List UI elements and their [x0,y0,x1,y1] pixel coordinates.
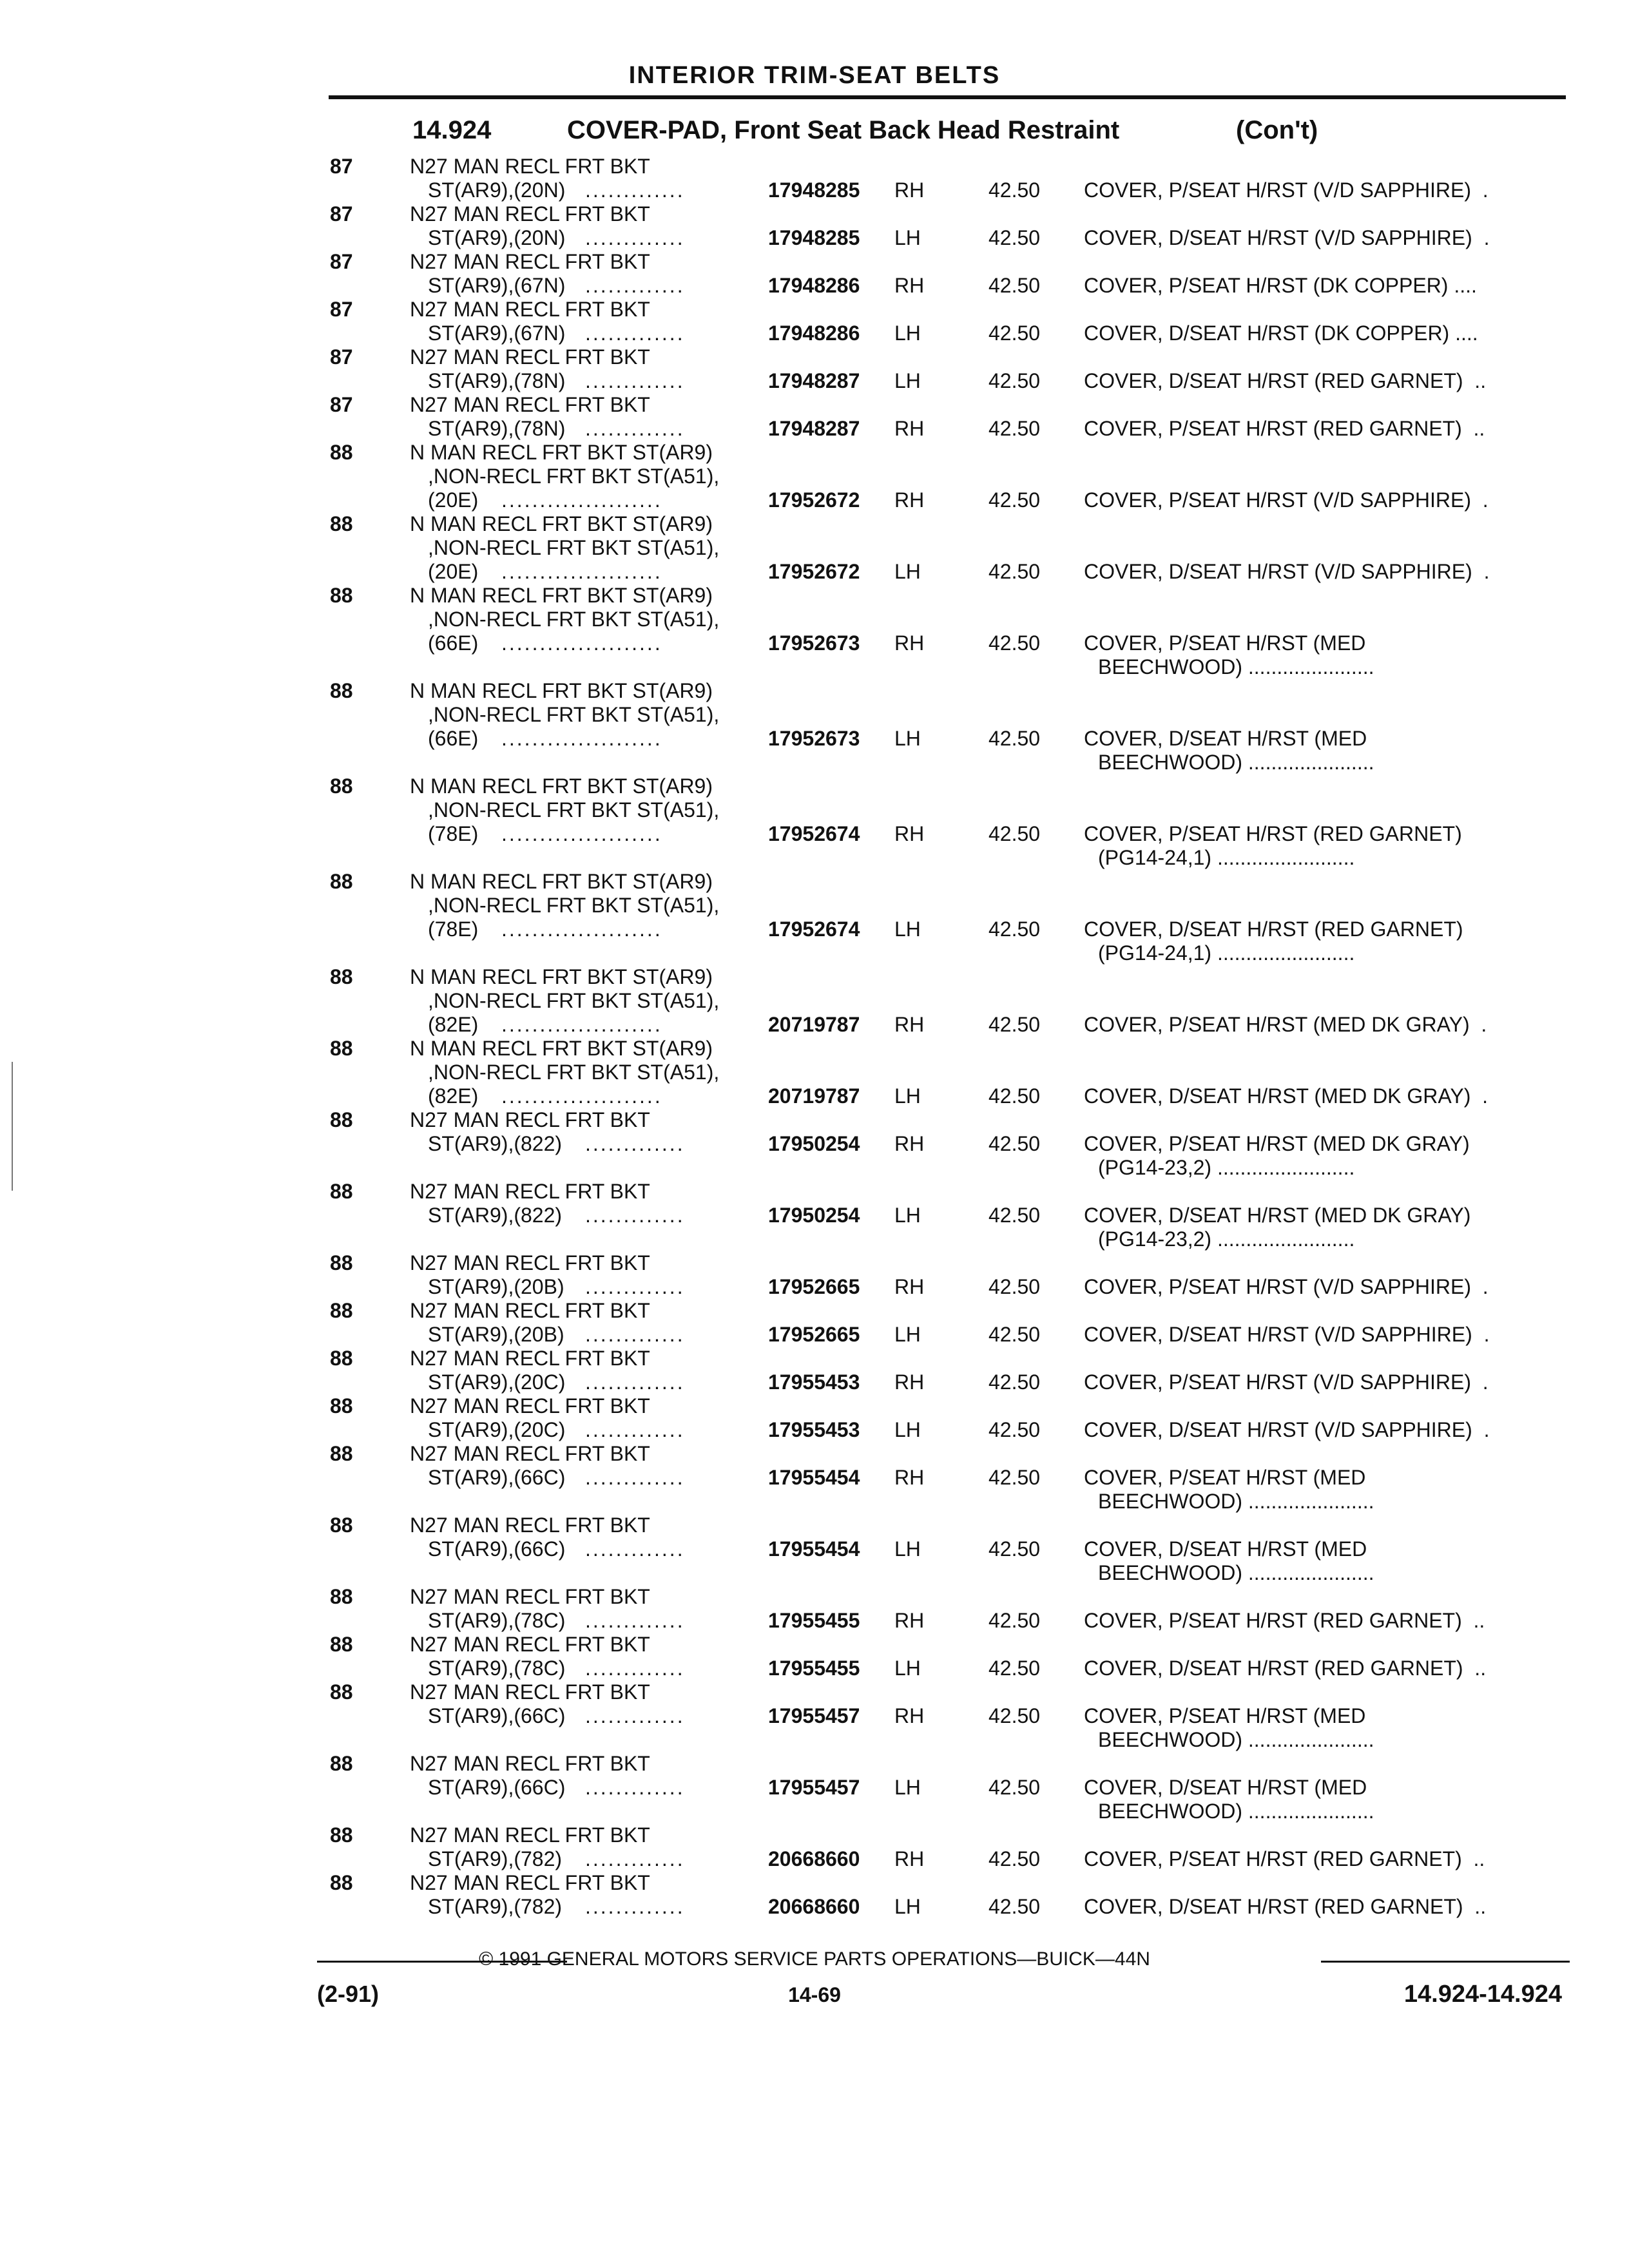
leader-dots: ............. [585,226,685,249]
list-item [0,345,1629,393]
ref-number: 88 [330,1108,353,1131]
part-name: COVER, D/SEAT H/RST (RED GARNET) [1084,918,1463,941]
ref-number: 88 [330,1037,353,1060]
list-item [0,1251,1629,1299]
usage-code: ST(AR9),(782) [428,1895,563,1918]
price: 42.50 [988,1323,1041,1346]
side-code: RH [894,1704,925,1727]
side-code: RH [894,822,925,845]
ref-number: 88 [330,1251,353,1274]
list-item [0,1442,1629,1514]
part-number: 17952673 [768,631,860,655]
part-number: 17952672 [768,488,860,512]
price: 42.50 [988,1776,1041,1799]
leader-dots: ............. [585,1776,685,1799]
side-code: LH [894,1204,921,1227]
price: 42.50 [988,560,1041,583]
ref-number: 88 [330,441,353,464]
side-code: LH [894,918,921,941]
usage-code: ST(AR9),(66C) [428,1537,566,1561]
ref-number: 88 [330,1180,353,1203]
part-name: COVER, P/SEAT H/RST (V/D SAPPHIRE) . [1084,488,1489,512]
leader-dots: ............. [585,178,685,202]
list-item [0,1680,1629,1752]
part-name: (PG14-23,2) ........................ [1098,1156,1355,1179]
ref-number: 88 [330,870,353,893]
side-code: LH [894,727,921,750]
footer-range: 14.924-14.924 [1403,1981,1562,2008]
usage-code: ST(AR9),(78N) [428,417,566,440]
usage-line: N27 MAN RECL FRT BKT [410,1347,650,1370]
part-number: 17955455 [768,1609,860,1632]
usage-code: ST(AR9),(66C) [428,1466,566,1489]
price: 42.50 [988,1418,1041,1441]
price: 42.50 [988,727,1041,750]
price: 42.50 [988,322,1041,345]
part-name: COVER, D/SEAT H/RST (MED [1084,727,1367,750]
ref-number: 88 [330,965,353,988]
part-number: 17955457 [768,1704,860,1727]
part-number: 17948285 [768,226,860,249]
usage-code: (82E) [428,1013,479,1036]
part-name: COVER, D/SEAT H/RST (V/D SAPPHIRE) . [1084,1323,1490,1346]
ref-number: 88 [330,1680,353,1704]
leader-dots: ..................... [501,488,662,512]
leader-dots: ..................... [501,822,662,845]
page-number: 14-69 [788,1983,841,2006]
list-item [0,1347,1629,1394]
side-code: RH [894,1609,925,1632]
part-number: 20719787 [768,1084,860,1108]
side-code: LH [894,1776,921,1799]
part-number: 17948285 [768,178,860,202]
part-number: 17952673 [768,727,860,750]
part-name: COVER, D/SEAT H/RST (MED DK GRAY) [1084,1204,1471,1227]
price: 42.50 [988,1537,1041,1561]
side-code: LH [894,226,921,249]
price: 42.50 [988,1013,1041,1036]
part-number: 17952665 [768,1275,860,1298]
usage-line: N27 MAN RECL FRT BKT [410,298,650,321]
price: 42.50 [988,226,1041,249]
ref-number: 88 [330,1633,353,1656]
usage-line: N27 MAN RECL FRT BKT [410,1299,650,1322]
part-name: COVER, P/SEAT H/RST (V/D SAPPHIRE) . [1084,178,1489,202]
side-code: RH [894,274,925,297]
part-number: 17948286 [768,274,860,297]
usage-line: N27 MAN RECL FRT BKT [410,1752,650,1775]
leader-dots: ............. [585,1609,685,1632]
price: 42.50 [988,1895,1041,1918]
leader-dots: ............. [585,1537,685,1561]
part-number: 20668660 [768,1847,860,1870]
price: 42.50 [988,369,1041,392]
part-number: 20719787 [768,1013,860,1036]
part-name: COVER, P/SEAT H/RST (RED GARNET) .. [1084,1847,1485,1870]
usage-code: ST(AR9),(78C) [428,1609,566,1632]
margin-mark [12,1062,13,1191]
usage-code: ST(AR9),(782) [428,1847,563,1870]
list-item [0,1871,1629,1919]
side-code: LH [894,560,921,583]
part-number: 17955454 [768,1466,860,1489]
leader-dots: ..................... [501,1013,662,1036]
price: 42.50 [988,178,1041,202]
ref-number: 88 [330,1347,353,1370]
side-code: RH [894,1132,925,1155]
ref-number: 88 [330,584,353,607]
price: 42.50 [988,1847,1041,1870]
part-number: 17955457 [768,1776,860,1799]
leader-dots: ..................... [501,1084,662,1108]
list-item [0,512,1629,584]
price: 42.50 [988,1466,1041,1489]
usage-line: N MAN RECL FRT BKT ST(AR9) [410,512,713,535]
list-item [0,441,1629,512]
part-name: COVER, D/SEAT H/RST (DK COPPER) .... [1084,322,1478,345]
ref-number: 87 [330,155,353,178]
part-name: BEECHWOOD) ...................... [1098,1800,1374,1823]
side-code: RH [894,417,925,440]
usage-code: ST(AR9),(20C) [428,1418,566,1441]
usage-line: ,NON-RECL FRT BKT ST(A51), [428,703,720,726]
part-number: 17952665 [768,1323,860,1346]
usage-line: N27 MAN RECL FRT BKT [410,1442,650,1465]
usage-line: N MAN RECL FRT BKT ST(AR9) [410,679,713,702]
part-name: COVER, P/SEAT H/RST (V/D SAPPHIRE) . [1084,1275,1489,1298]
usage-code: ST(AR9),(20B) [428,1323,564,1346]
usage-line: N MAN RECL FRT BKT ST(AR9) [410,774,713,798]
side-code: RH [894,1466,925,1489]
part-name: COVER, P/SEAT H/RST (RED GARNET) [1084,822,1462,845]
usage-line: N MAN RECL FRT BKT ST(AR9) [410,441,713,464]
list-item [0,1108,1629,1180]
price: 42.50 [988,822,1041,845]
part-name: (PG14-23,2) ........................ [1098,1227,1355,1251]
usage-line: N27 MAN RECL FRT BKT [410,1394,650,1418]
part-name: COVER, P/SEAT H/RST (V/D SAPPHIRE) . [1084,1370,1489,1394]
part-name: COVER, P/SEAT H/RST (MED [1084,1704,1366,1727]
usage-code: ST(AR9),(822) [428,1132,563,1155]
usage-line: N27 MAN RECL FRT BKT [410,155,650,178]
usage-code: (66E) [428,727,479,750]
part-name: COVER, P/SEAT H/RST (MED [1084,1466,1366,1489]
usage-line: N27 MAN RECL FRT BKT [410,1251,650,1274]
ref-number: 87 [330,393,353,416]
part-number: 17948286 [768,322,860,345]
price: 42.50 [988,417,1041,440]
side-code: LH [894,1657,921,1680]
list-item [0,1394,1629,1442]
usage-line: ,NON-RECL FRT BKT ST(A51), [428,608,720,631]
leader-dots: ............. [585,1847,685,1870]
usage-line: N MAN RECL FRT BKT ST(AR9) [410,870,713,893]
usage-line: N27 MAN RECL FRT BKT [410,1180,650,1203]
side-code: LH [894,1418,921,1441]
part-name: COVER, D/SEAT H/RST (RED GARNET) .. [1084,1657,1487,1680]
price: 42.50 [988,1370,1041,1394]
side-code: RH [894,178,925,202]
part-number: 17952674 [768,918,860,941]
part-name: COVER, P/SEAT H/RST (MED DK GRAY) [1084,1132,1470,1155]
part-name: COVER, P/SEAT H/RST (MED DK GRAY) . [1084,1013,1487,1036]
side-code: RH [894,631,925,655]
side-code: RH [894,1013,925,1036]
footer-revision: (2-91) [317,1981,380,2007]
ref-number: 88 [330,1514,353,1537]
usage-code: (20E) [428,560,479,583]
leader-dots: ............. [585,1323,685,1346]
usage-code: ST(AR9),(66C) [428,1704,566,1727]
usage-line: N MAN RECL FRT BKT ST(AR9) [410,965,713,988]
part-name: COVER, D/SEAT H/RST (V/D SAPPHIRE) . [1084,226,1490,249]
list-item [0,155,1629,202]
part-number: 17955453 [768,1418,860,1441]
ref-number: 88 [330,1585,353,1608]
part-name: BEECHWOOD) ...................... [1098,1490,1374,1513]
usage-line: N MAN RECL FRT BKT ST(AR9) [410,584,713,607]
usage-code: (82E) [428,1084,479,1108]
group-number: 14.924 [412,116,492,144]
leader-dots: ..................... [501,631,662,655]
side-code: LH [894,1323,921,1346]
part-name: COVER, D/SEAT H/RST (MED [1084,1776,1367,1799]
leader-dots: ............. [585,1418,685,1441]
usage-code: ST(AR9),(66C) [428,1776,566,1799]
list-item [0,1633,1629,1680]
usage-code: ST(AR9),(822) [428,1204,563,1227]
list-item [0,250,1629,298]
side-code: RH [894,1275,925,1298]
usage-line: ,NON-RECL FRT BKT ST(A51), [428,536,720,559]
side-code: LH [894,1895,921,1918]
side-code: RH [894,1370,925,1394]
part-name: BEECHWOOD) ...................... [1098,655,1374,678]
list-item [0,393,1629,441]
leader-dots: ..................... [501,727,662,750]
part-name: (PG14-24,1) ........................ [1098,846,1355,869]
usage-line: N27 MAN RECL FRT BKT [410,250,650,273]
leader-dots: ............. [585,1657,685,1680]
list-item [0,298,1629,345]
list-item [0,965,1629,1037]
part-name: COVER, P/SEAT H/RST (RED GARNET) .. [1084,417,1485,440]
ref-number: 88 [330,1752,353,1775]
leader-dots: ............. [585,1895,685,1918]
usage-line: N27 MAN RECL FRT BKT [410,1514,650,1537]
leader-dots: ............. [585,274,685,297]
list-item [0,774,1629,870]
ref-number: 88 [330,1394,353,1418]
usage-line: N27 MAN RECL FRT BKT [410,1633,650,1656]
part-number: 20668660 [768,1895,860,1918]
price: 42.50 [988,488,1041,512]
list-item [0,1585,1629,1633]
part-name: COVER, P/SEAT H/RST (RED GARNET) .. [1084,1609,1485,1632]
price: 42.50 [988,1657,1041,1680]
usage-line: N27 MAN RECL FRT BKT [410,345,650,369]
list-item [0,1037,1629,1108]
list-item [0,1180,1629,1251]
price: 42.50 [988,1132,1041,1155]
list-item [0,584,1629,679]
part-name: COVER, P/SEAT H/RST (MED [1084,631,1366,655]
usage-line: ,NON-RECL FRT BKT ST(A51), [428,1061,720,1084]
part-name: BEECHWOOD) ...................... [1098,751,1374,774]
ref-number: 87 [330,250,353,273]
part-name: (PG14-24,1) ........................ [1098,941,1355,965]
part-name: COVER, P/SEAT H/RST (DK COPPER) .... [1084,274,1477,297]
side-code: LH [894,322,921,345]
part-name: BEECHWOOD) ...................... [1098,1728,1374,1751]
price: 42.50 [988,1204,1041,1227]
part-name: BEECHWOOD) ...................... [1098,1561,1374,1584]
usage-line: ,NON-RECL FRT BKT ST(A51), [428,798,720,822]
usage-code: (20E) [428,488,479,512]
part-name: COVER, D/SEAT H/RST (RED GARNET) .. [1084,1895,1487,1918]
section-title: INTERIOR TRIM-SEAT BELTS [628,62,1001,89]
footer-copyright: © 1991 GENERAL MOTORS SERVICE PARTS OPERATIONS—BUICK—44N [479,1948,1150,1970]
list-item [0,1823,1629,1871]
side-code: RH [894,488,925,512]
ref-number: 88 [330,1299,353,1322]
leader-dots: ............. [585,1132,685,1155]
part-number: 17950254 [768,1204,860,1227]
usage-line: ,NON-RECL FRT BKT ST(A51), [428,989,720,1012]
leader-dots: ............. [585,369,685,392]
usage-line: N27 MAN RECL FRT BKT [410,393,650,416]
ref-number: 88 [330,774,353,798]
price: 42.50 [988,274,1041,297]
price: 42.50 [988,1275,1041,1298]
part-name: COVER, D/SEAT H/RST (MED [1084,1537,1367,1561]
leader-dots: ..................... [501,560,662,583]
ref-number: 87 [330,345,353,369]
part-number: 17952674 [768,822,860,845]
price: 42.50 [988,1704,1041,1727]
group-title: COVER-PAD, Front Seat Back Head Restraint [567,116,1120,144]
usage-code: (78E) [428,918,479,941]
part-name: COVER, D/SEAT H/RST (MED DK GRAY) . [1084,1084,1489,1108]
leader-dots: ............. [585,1204,685,1227]
part-number: 17948287 [768,417,860,440]
part-number: 17955453 [768,1370,860,1394]
usage-line: N27 MAN RECL FRT BKT [410,1680,650,1704]
ref-number: 88 [330,1442,353,1465]
leader-dots: ............. [585,417,685,440]
usage-line: N27 MAN RECL FRT BKT [410,1108,650,1131]
price: 42.50 [988,918,1041,941]
list-item [0,1752,1629,1823]
usage-line: ,NON-RECL FRT BKT ST(A51), [428,894,720,917]
side-code: RH [894,1847,925,1870]
usage-code: ST(AR9),(20C) [428,1370,566,1394]
leader-dots: ..................... [501,918,662,941]
side-code: LH [894,1084,921,1108]
part-name: COVER, D/SEAT H/RST (RED GARNET) .. [1084,369,1487,392]
list-item [0,1299,1629,1347]
usage-code: ST(AR9),(67N) [428,322,566,345]
usage-code: ST(AR9),(78C) [428,1657,566,1680]
leader-dots: ............. [585,322,685,345]
leader-dots: ............. [585,1370,685,1394]
list-item [0,1514,1629,1585]
list-item [0,870,1629,965]
price: 42.50 [988,1084,1041,1108]
part-number: 17955454 [768,1537,860,1561]
ref-number: 88 [330,679,353,702]
usage-code: (66E) [428,631,479,655]
usage-line: N27 MAN RECL FRT BKT [410,1585,650,1608]
ref-number: 88 [330,1871,353,1894]
usage-code: (78E) [428,822,479,845]
side-code: LH [894,1537,921,1561]
part-name: COVER, D/SEAT H/RST (V/D SAPPHIRE) . [1084,560,1490,583]
part-number: 17952672 [768,560,860,583]
ref-number: 87 [330,298,353,321]
price: 42.50 [988,631,1041,655]
part-number: 17955455 [768,1657,860,1680]
list-item [0,679,1629,774]
ref-number: 88 [330,1823,353,1847]
list-item [0,202,1629,250]
ref-number: 87 [330,202,353,226]
part-number: 17950254 [768,1132,860,1155]
price: 42.50 [988,1609,1041,1632]
ref-number: 88 [330,512,353,535]
usage-code: ST(AR9),(20N) [428,178,566,202]
usage-code: ST(AR9),(20N) [428,226,566,249]
usage-line: ,NON-RECL FRT BKT ST(A51), [428,465,720,488]
continued-label: (Con't) [1236,116,1318,144]
part-number: 17948287 [768,369,860,392]
usage-line: N27 MAN RECL FRT BKT [410,1823,650,1847]
usage-line: N27 MAN RECL FRT BKT [410,1871,650,1894]
usage-code: ST(AR9),(67N) [428,274,566,297]
leader-dots: ............. [585,1466,685,1489]
leader-dots: ............. [585,1275,685,1298]
part-name: COVER, D/SEAT H/RST (V/D SAPPHIRE) . [1084,1418,1490,1441]
usage-code: ST(AR9),(78N) [428,369,566,392]
side-code: LH [894,369,921,392]
usage-code: ST(AR9),(20B) [428,1275,564,1298]
usage-line: N MAN RECL FRT BKT ST(AR9) [410,1037,713,1060]
usage-line: N27 MAN RECL FRT BKT [410,202,650,226]
leader-dots: ............. [585,1704,685,1727]
